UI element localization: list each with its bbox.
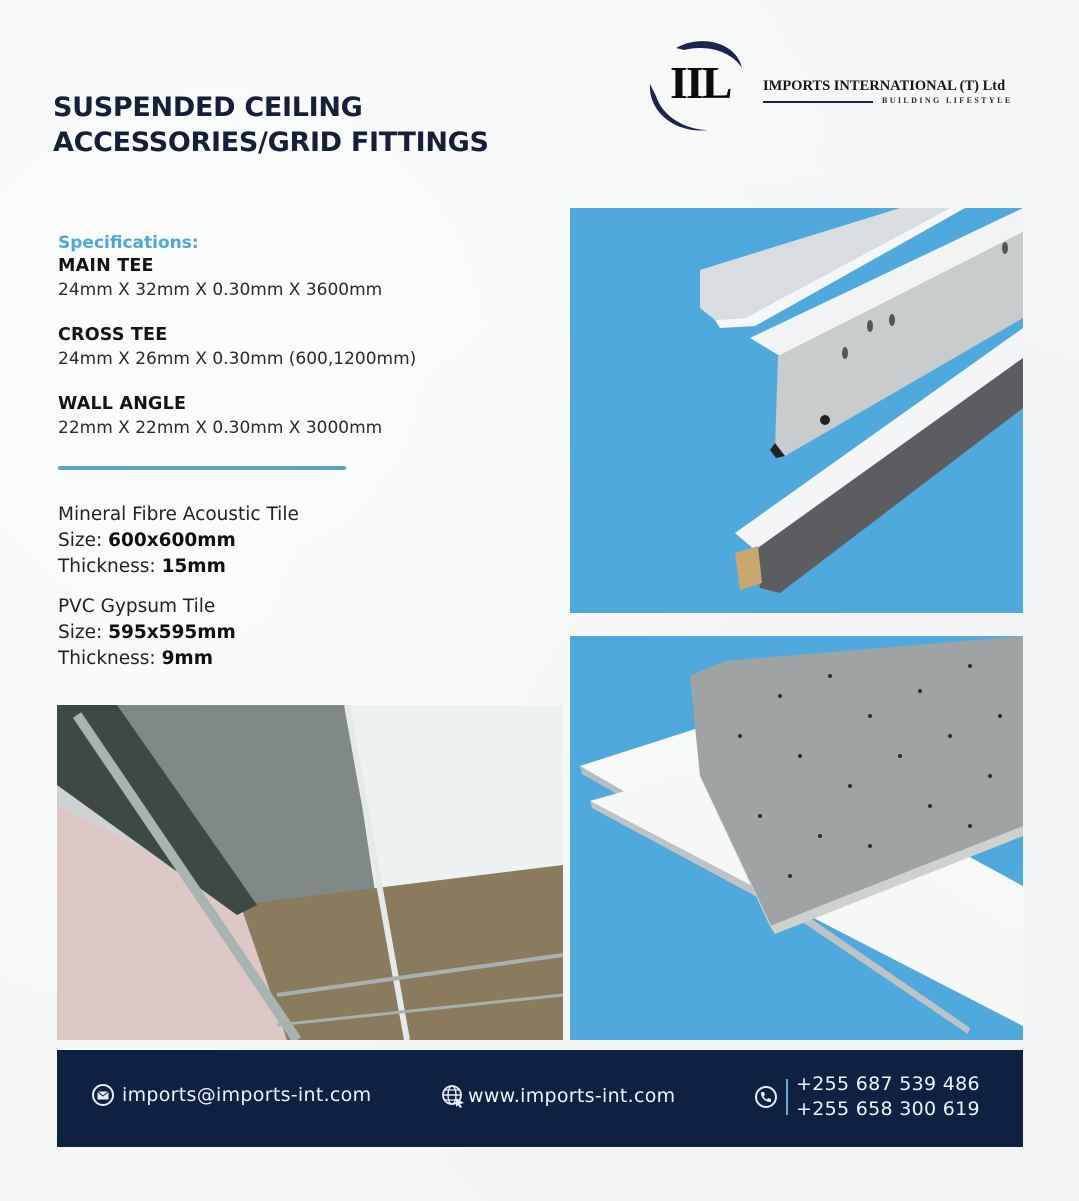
company-logo [646, 38, 1026, 134]
title-line-1: SUSPENDED CEILING [53, 92, 363, 123]
phone-icon [755, 1086, 777, 1108]
tiles-section [58, 502, 538, 686]
spec-value: 24mm X 26mm X 0.30mm (600,1200mm) [58, 349, 417, 369]
tile-size [58, 528, 538, 554]
specifications-heading: Specifications: [58, 233, 199, 253]
grid-fittings-photo [570, 208, 1023, 613]
suspended-ceiling-installation-photo [57, 705, 563, 1040]
phone-numbers [796, 1072, 980, 1122]
spec-wall-angle [58, 392, 538, 440]
tile-name: Mineral Fibre Acoustic Tile [58, 504, 299, 525]
size-value: 600x600mm [108, 530, 236, 551]
email-contact[interactable] [92, 1084, 371, 1106]
spec-value: 22mm X 22mm X 0.30mm X 3000mm [58, 418, 383, 438]
section-divider [58, 466, 346, 470]
thickness-label: Thickness: [58, 556, 156, 577]
spec-main-tee [58, 254, 538, 302]
tile-pvc-gypsum [58, 594, 538, 672]
phone-number-1[interactable]: +255 687 539 486 [796, 1073, 980, 1095]
spec-name: CROSS TEE [58, 325, 168, 345]
spec-cross-tee [58, 323, 538, 371]
tile-size [58, 620, 538, 646]
page-title [53, 90, 489, 160]
size-value: 595x595mm [108, 622, 236, 643]
email-link[interactable]: imports@imports-int.com [122, 1084, 372, 1106]
globe-icon [441, 1084, 465, 1108]
tile-mineral-fibre [58, 502, 538, 580]
company-name: IMPORTS INTERNATIONAL (T) Ltd [763, 78, 1006, 94]
size-label: Size: [58, 622, 103, 643]
title-line-2: ACCESSORIES/GRID FITTINGS [53, 127, 489, 158]
logo-letters: IIL [670, 57, 731, 108]
thickness-value: 15mm [161, 556, 226, 577]
spec-name: MAIN TEE [58, 256, 154, 276]
phone-contact [755, 1072, 980, 1122]
tile-thickness [58, 646, 538, 672]
website-link[interactable]: www.imports-int.com [468, 1085, 676, 1107]
ceiling-tiles-photo [570, 636, 1023, 1040]
phone-number-2[interactable]: +255 658 300 619 [796, 1098, 980, 1120]
size-label: Size: [58, 530, 103, 551]
logo-rule [763, 101, 873, 103]
tile-thickness [58, 554, 538, 580]
envelope-icon [92, 1084, 114, 1106]
phone-divider [786, 1079, 788, 1115]
thickness-value: 9mm [161, 648, 213, 669]
spec-value: 24mm X 32mm X 0.30mm X 3600mm [58, 280, 383, 300]
thickness-label: Thickness: [58, 648, 156, 669]
company-tagline: BUILDING LIFESTYLE [882, 96, 1013, 105]
spec-name: WALL ANGLE [58, 394, 187, 414]
tile-name: PVC Gypsum Tile [58, 596, 216, 617]
contact-footer [57, 1050, 1023, 1147]
specifications-section [58, 232, 538, 461]
website-contact[interactable] [441, 1084, 676, 1108]
